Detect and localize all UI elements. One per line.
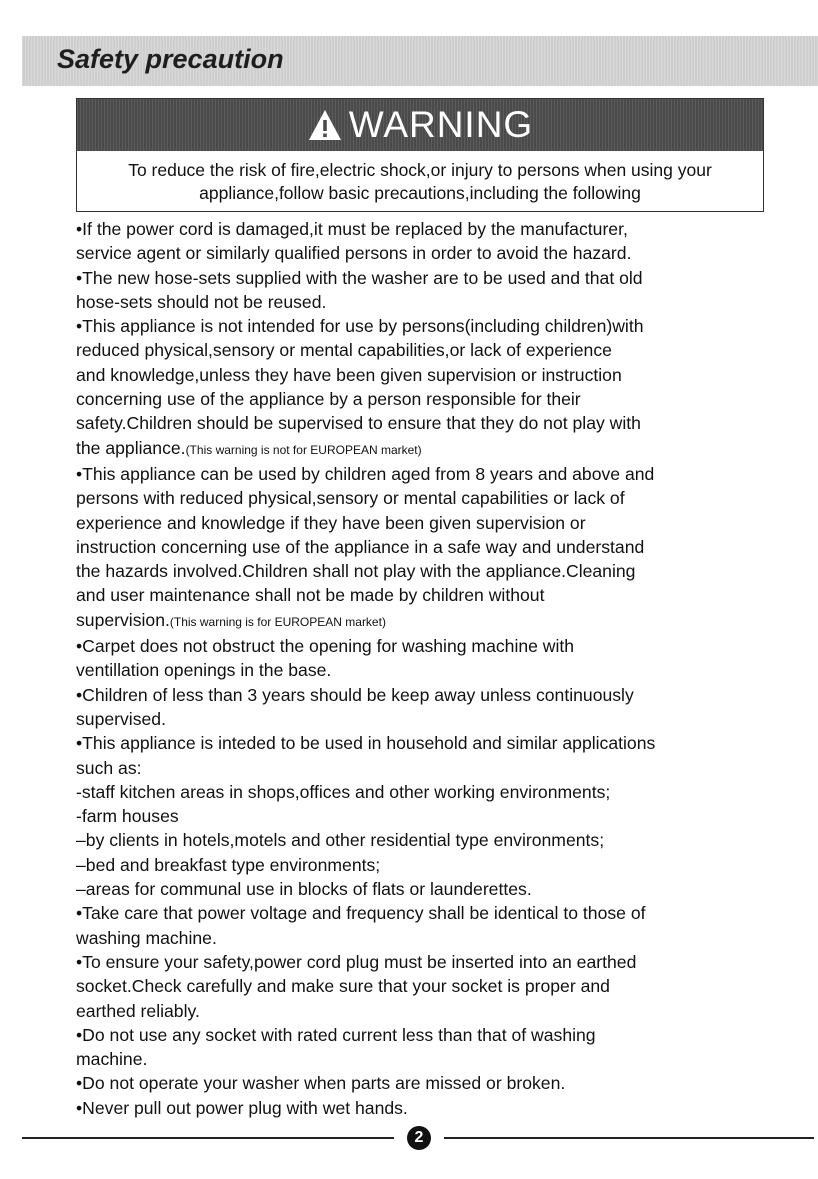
warning-intro-line: To reduce the risk of fire,electric shock,or injury to persons when using your — [128, 160, 712, 180]
text-line: and user maintenance shall not be made by children without — [76, 585, 545, 606]
text-line: •This appliance can be used by children aged from 8 years and above and — [76, 463, 655, 484]
warning-intro — [77, 159, 763, 205]
text-line: socket.Check carefully and make sure that your socket is proper and — [76, 976, 610, 997]
text-line: earthed reliably. — [76, 1000, 200, 1021]
text-line: -farm houses — [76, 806, 179, 827]
page-number: 2 — [407, 1126, 431, 1150]
text-line: •Do not use any socket with rated current less than that of washing — [76, 1024, 596, 1045]
text-line: instruction concerning use of the appliance in a safe way and understand — [76, 536, 645, 557]
text-line — [76, 608, 776, 634]
text-line: the hazards involved.Children shall not play with the appliance.Cleaning — [76, 561, 636, 582]
text-line: •Carpet does not obstruct the opening for washing machine with — [76, 636, 575, 657]
text-line: –bed and breakfast type environments; — [76, 854, 381, 875]
text-line: service agent or similarly qualified persons in order to avoid the hazard. — [76, 243, 632, 264]
text-line: •This appliance is inteded to be used in household and similar applications — [76, 733, 656, 754]
text-line: hose-sets should not be reused. — [76, 291, 327, 312]
text-line: •Take care that power voltage and frequency shall be identical to those of — [76, 903, 646, 924]
warning-box — [76, 98, 764, 212]
text-line: –by clients in hotels,motels and other residential type environments; — [76, 830, 605, 851]
text-line: •If the power cord is damaged,it must be replaced by the manufacturer, — [76, 219, 628, 239]
text-line-main: the appliance. — [76, 437, 186, 458]
page-title: Safety precaution — [57, 44, 284, 74]
text-line: –areas for communal use in blocks of flats or launderettes. — [76, 879, 532, 900]
text-line: washing machine. — [76, 927, 217, 948]
safety-instructions — [76, 217, 776, 1120]
warning-label: WARNING — [348, 104, 534, 145]
text-line: ventillation openings in the base. — [76, 660, 332, 681]
text-line: and knowledge,unless they have been given supervision or instruction — [76, 364, 622, 385]
footer-rule-left — [22, 1137, 394, 1139]
market-note: (This warning is not for EUROPEAN market) — [185, 442, 422, 457]
text-line-main: supervision. — [76, 609, 170, 630]
text-line: •This appliance is not intended for use by persons(including children)with — [76, 316, 644, 337]
text-line: machine. — [76, 1049, 148, 1070]
text-line: supervised. — [76, 708, 166, 729]
text-line: •Do not operate your washer when parts are missed or broken. — [76, 1073, 566, 1094]
footer-rule-right — [444, 1137, 814, 1139]
text-line: safety.Children should be supervised to ensure that they do not play with — [76, 413, 641, 434]
warning-banner — [77, 99, 763, 151]
text-line: experience and knowledge if they have been given supervision or — [76, 512, 586, 533]
text-line: persons with reduced physical,sensory or mental capabilities or lack of — [76, 488, 625, 509]
market-note: (This warning is for EUROPEAN market) — [169, 614, 386, 629]
text-line — [76, 436, 776, 462]
warning-triangle-icon — [307, 107, 343, 143]
warning-intro-line: appliance,follow basic precautions,including the following — [199, 183, 641, 203]
text-line: •Children of less than 3 years should be keep away unless continuously — [76, 684, 634, 705]
text-line: -staff kitchen areas in shops,offices and other working environments; — [76, 781, 611, 802]
text-line: •To ensure your safety,power cord plug must be inserted into an earthed — [76, 951, 637, 972]
text-line: such as: — [76, 757, 142, 778]
text-line: •The new hose-sets supplied with the washer are to be used and that old — [76, 267, 643, 288]
text-line: reduced physical,sensory or mental capabilities,or lack of experience — [76, 340, 612, 361]
text-line: •Never pull out power plug with wet hands. — [76, 1097, 408, 1118]
text-line: concerning use of the appliance by a person responsible for their — [76, 389, 581, 410]
